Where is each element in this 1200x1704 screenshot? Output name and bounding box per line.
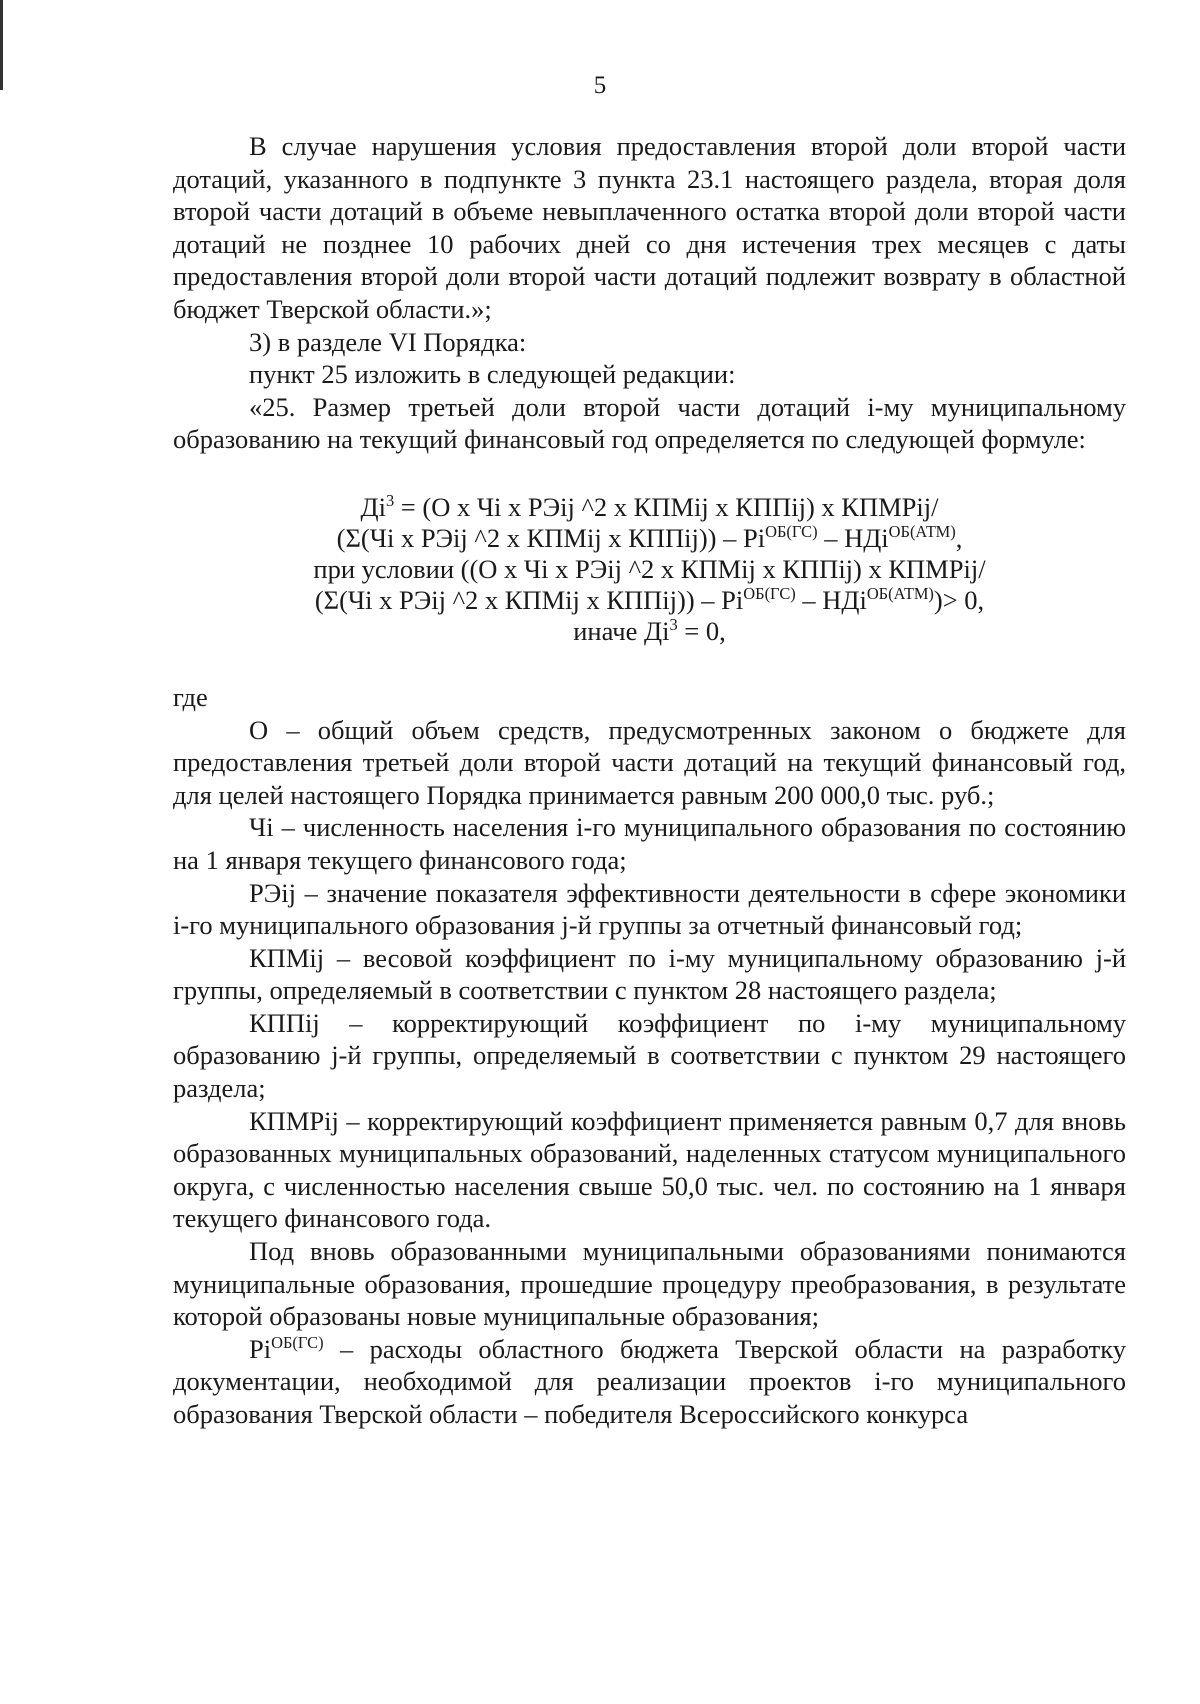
definition-reij: РЭij – значение показателя эффективности деятельности в сфере экономики i-го муниципального образования j-й группы за отчетный финансовый год; [173, 877, 1126, 941]
where-label: где [173, 681, 208, 712]
formula-line-5: иначе $Дi^3 = 0$, [573, 614, 726, 646]
definition-chi: Чi – численность населения i-го муниципального образования по состоянию на 1 января текущего финансового года; [173, 812, 1126, 875]
paragraph-formula-intro: «25. Размер третьей доли второй части дотаций i-му муниципальному образованию на текущий финансовый год определяется по следующей формуле: [173, 391, 1126, 455]
definition-ri-ob-gs: $Рi^{ОБ(ГС)}$ – расходы областного бюджета Тверской области на разработку документации, необходимой для реализации проектов i-го муниципального образования Тверской области – победителя Всероссийского конкурса [173, 1332, 1126, 1429]
definition-kpmrij: КПМРij – корректирующий коэффициент применяется равным 0,7 для вновь образованных муниципальных образований, наделенных статусом муниципального округа, с численностью населения свыше 50,0 тыс. чел. по состоянию на 1 января текущего финансового года. [173, 1105, 1126, 1234]
definition-kppij: КППij – корректирующий коэффициент по i-му муниципальному образованию j-й группы, определяемый в соответствии с пунктом 29 настоящего раздела; [173, 1007, 1126, 1104]
formula-line-1: $Дi^3 = (О$ x Чi x РЭij ^2 x КПМij x КППij) x КПМРij/ [360, 490, 939, 522]
definition-o: О – общий объем средств, предусмотренных законом о бюджете для предоставления третьей доли второй части дотаций на текущий финансовый год, для целей настоящего Порядка принимается равным 200 000,0 тыс. руб.; [173, 714, 1126, 810]
document-body [173, 130, 1126, 1431]
paragraph-point-25: пункт 25 изложить в следующей редакции: [249, 359, 736, 390]
formula-line-3: при условии ((О x Чi x РЭij ^2 x КПМij x КППij) x КПМРij/ [313, 553, 986, 584]
page-number: 5 [593, 72, 607, 99]
formula-line-4: (Σ(Чi x РЭij ^2 x КПМij x КППij)) – $Рi^{ОБ(ГС)} - НДi^{ОБ(АТМ)})> 0$, [314, 583, 985, 615]
formula-line-2: (Σ(Чi x РЭij ^2 x КПМij x КППij)) – $Рi^{ОБ(ГС)} - НДi^{ОБ(АТМ)}$, [336, 521, 963, 553]
definition-new-municipalities: Под вновь образованными муниципальными образованиями понимаются муниципальные образования, прошедшие процедуру преобразования, в результате которой образованы новые муниципальные образования; [173, 1236, 1126, 1332]
paragraph-section-vi: 3) в разделе VI Порядка: [249, 326, 527, 357]
paragraph-violation: В случае нарушения условия предоставления второй доли второй части дотаций, указанного в подпункте 3 пункта 23.1 настоящего раздела, вторая доля второй части дотаций в объеме невыплаченного остатка второй доли второй части дотаций не позднее 10 рабочих дней со дня истечения трех месяцев с даты предоставления второй доли второй части дотаций подлежит возврату в областной бюджет Тверской области.»; [173, 131, 1126, 324]
formula-block [173, 492, 1126, 647]
definition-kpmij: КПМij – весовой коэффициент по i-му муниципальному образованию j-й группы, определяемый в соответствии с пунктом 28 настоящего раздела; [173, 942, 1126, 1006]
